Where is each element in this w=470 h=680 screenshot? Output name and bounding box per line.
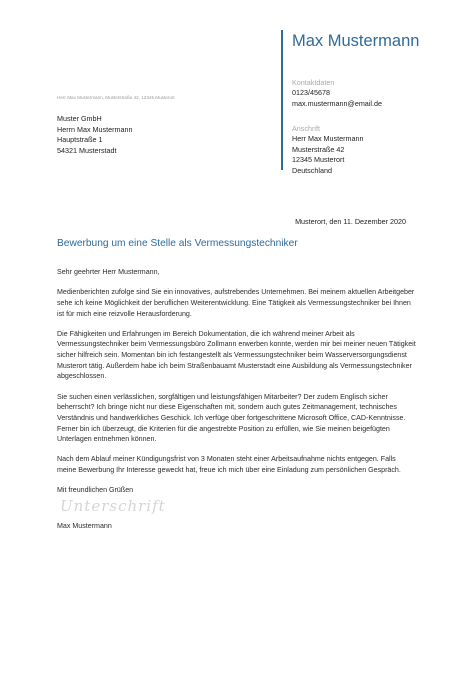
contact-label: Kontaktdaten [292, 78, 335, 87]
header-divider [281, 30, 283, 170]
letter-subject: Bewerbung um eine Stelle als Vermessungstechniker [57, 238, 298, 249]
recipient-line: Herrn Max Mustermann [57, 124, 133, 134]
letter-date: Musterort, den 11. Dezember 2020 [295, 217, 406, 226]
address-line: Musterstraße 42 [292, 144, 345, 154]
letter-body [57, 267, 417, 505]
paragraph-experience: Die Fähigkeiten und Erfahrungen im Bereich Dokumentation, die ich während meiner Arbeit als Vermessungstechniker beim Vermessungsbüro Zollmann erwerben konnte, werden mir bei meiner neuen Tätigkeit sicher hilfreich sein. Momentan bin ich festangestellt als Vermessungstechniker beim Wasserversorgungsdienst Musterort tätig. Außerdem habe ich beim Straßenbauamt Musterstadt eine Ausbildung als Vermessungstechniker abgeschlossen. [57, 329, 416, 381]
salutation: Sehr geehrter Herr Mustermann, [57, 268, 160, 276]
address-line: Herr Max Mustermann [292, 134, 364, 144]
address-label: Anschrift [292, 124, 320, 133]
recipient-line: 54321 Musterstadt [57, 145, 117, 155]
address-line: 12345 Musterort [292, 155, 345, 165]
sender-return-line: Herr Max Mustermann, Musterstraße 42, 12345 Musterort [57, 95, 175, 100]
applicant-name: Max Mustermann [292, 32, 420, 50]
paragraph-availability: Nach dem Ablauf meiner Kündigungsfrist von 3 Monaten steht einer Arbeitsaufnahme nichts entgegen. Falls meine Bewerbung Ihr Interesse geweckt hat, freue ich mich über eine Einladung zum persönlichen Gespräch. [57, 455, 401, 475]
paragraph-intro: Medienberichten zufolge sind Sie ein innovatives, aufstrebendes Unternehmen. Bei meinem aktuellen Arbeitgeber sehe ich keine Möglichkeit der beruflichen Weiterentwicklung. Eine Tätigkeit als Vermessungstechniker bei Ihnen ist für mich eine reizvolle Herausforderung. [57, 288, 415, 318]
contact-block [292, 78, 382, 109]
address-line: Deutschland [292, 165, 332, 175]
contact-phone: 0123/45678 [292, 88, 330, 98]
recipient-line: Muster GmbH [57, 114, 102, 123]
paragraph-skills: Sie suchen einen verlässlichen, sorgfältigen und leistungsfähigen Mitarbeiter? Der zudem Englisch sicher beherrscht? Ich bringe nicht nur diese Eigenschaften mit, sondern auch gutes Zeitmanagement, technisches Verständnis und handwerkliches Geschick. Ich verfüge über fortgeschrittene Microsoft Office, CAD-Kenntnisse. Ferner bin ich überzeugt, die Kriterien für die angestrebte Position zu erfüllen, wie Sie meinen beigefügten Unterlagen entnehmen können. [57, 392, 406, 444]
recipient-line: Hauptstraße 1 [57, 135, 103, 145]
signature-placeholder: Unterschrift [60, 497, 166, 515]
signer-name: Max Mustermann [57, 522, 112, 530]
address-block [292, 124, 364, 176]
contact-email: max.mustermann@email.de [292, 98, 382, 108]
closing: Mit freundlichen Grüßen [57, 486, 134, 495]
recipient-block [57, 114, 133, 156]
